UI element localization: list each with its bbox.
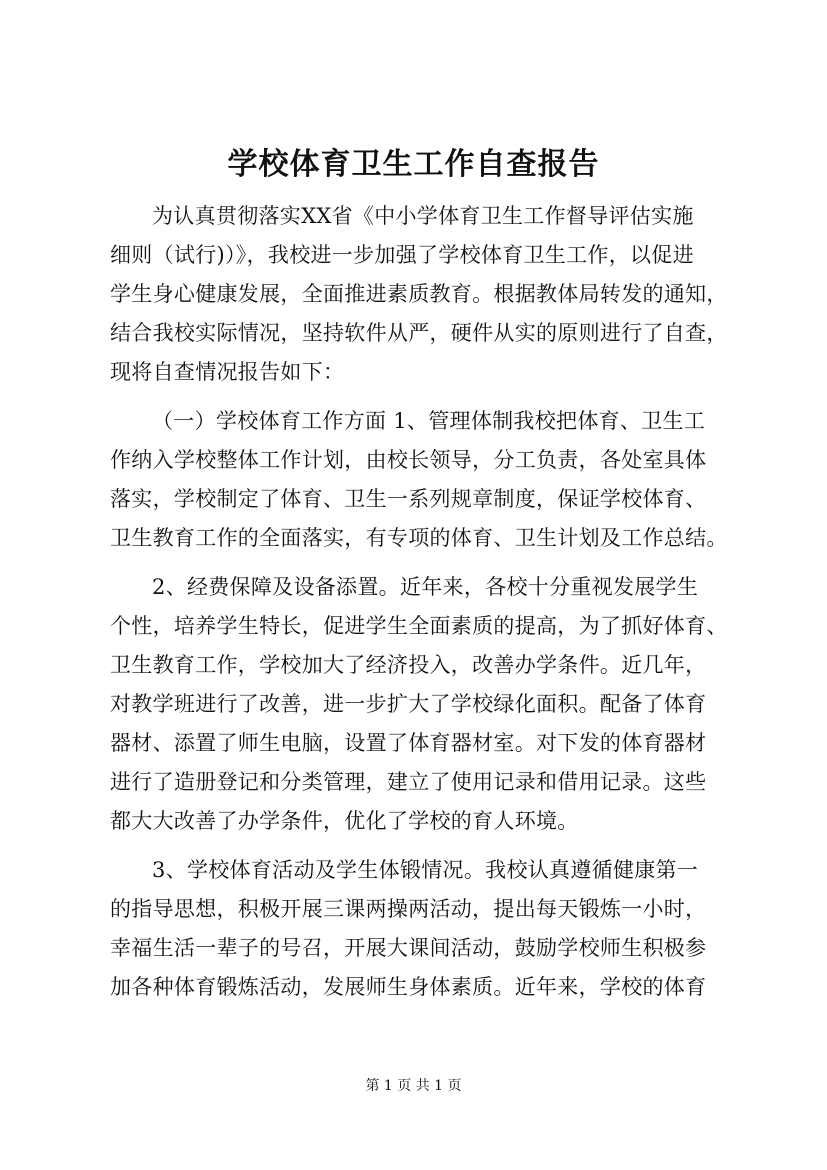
page-title: 学校体育卫生工作自查报告 <box>227 147 600 182</box>
body-line-7: 作纳入学校整体工作计划，由校长领导，分工负责，各处室具体 <box>110 448 707 472</box>
page-footer: 第 1 页 共 1 页 <box>365 1078 462 1094</box>
body-line-15: 进行了造册登记和分类管理，建立了使用记录和借用记录。这些 <box>110 770 707 794</box>
body-line-13: 对教学班进行了改善，进一步扩大了学校绿化面积。配备了体育 <box>110 692 707 716</box>
body-line-19: 幸福生活一辈子的号召，开展大课间活动，鼓励学校师生积极参 <box>110 936 707 960</box>
body-line-5: 现将自查情况报告如下： <box>110 360 345 384</box>
body-line-17: 3、学校体育活动及学生体锻情况。我校认真遵循健康第一 <box>152 858 699 882</box>
body-line-3: 学生身心健康发展，全面推进素质教育。根据教体局转发的通知， <box>110 282 728 306</box>
body-line-16: 都大大改善了办学条件，优化了学校的育人环境。 <box>110 809 579 833</box>
body-line-1: 为认真贯彻落实XX省《中小学体育卫生工作督导评估实施 <box>152 204 694 228</box>
body-line-2: 细则（试行)）》，我校进一步加强了学校体育卫生工作，以促进 <box>110 243 694 267</box>
body-line-8: 落实，学校制定了体育、卫生一系列规章制度，保证学校体育、 <box>110 487 707 511</box>
body-line-10: 2、经费保障及设备添置。近年来，各校十分重视发展学生 <box>152 575 699 599</box>
body-line-12: 卫生教育工作，学校加大了经济投入，改善办学条件。近几年， <box>110 653 707 677</box>
body-line-18: 的指导思想，积极开展三课两操两活动，提出每天锻炼一小时， <box>110 897 707 921</box>
body-line-11: 个性，培养学生特长，促进学生全面素质的提高，为了抓好体育、 <box>110 614 728 638</box>
body-line-4: 结合我校实际情况，坚持软件从严，硬件从实的原则进行了自查， <box>110 321 728 345</box>
body-line-9: 卫生教育工作的全面落实，有专项的体育、卫生计划及工作总结。 <box>110 526 728 550</box>
body-line-20: 加各种体育锻炼活动，发展师生身体素质。近年来，学校的体育 <box>110 975 707 999</box>
body-line-6: （一）学校体育工作方面 1、管理体制我校把体育、卫生工 <box>152 409 706 433</box>
body-line-14: 器材、添置了师生电脑，设置了体育器材室。对下发的体育器材 <box>110 731 707 755</box>
